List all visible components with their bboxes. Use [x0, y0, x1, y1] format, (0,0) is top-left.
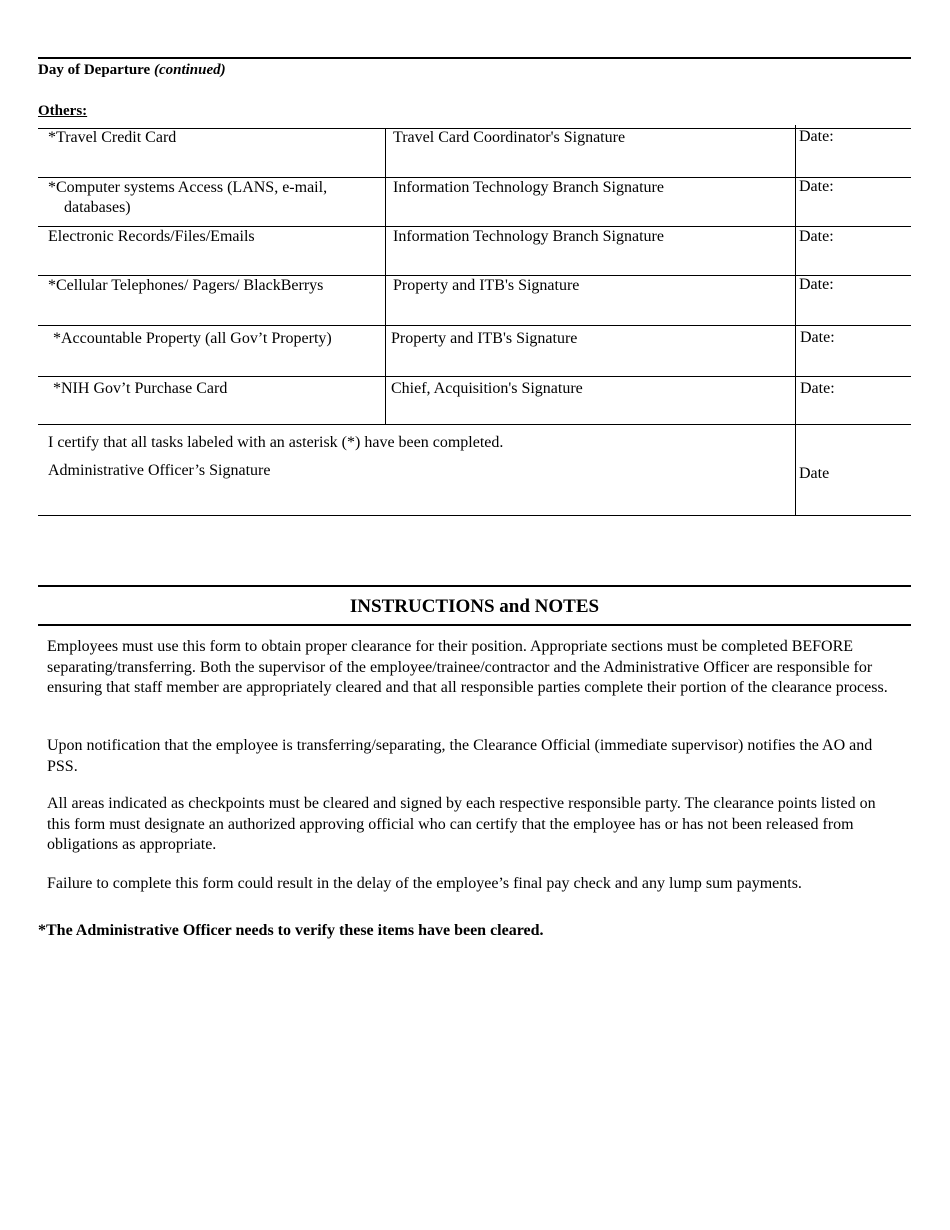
clearance-item: *Accountable Property (all Gov’t Property) [53, 330, 332, 347]
clearance-signature-label: Property and ITB's Signature [391, 330, 578, 347]
clearance-date-label: Date: [799, 178, 834, 195]
others-label: Others: [38, 103, 88, 119]
clearance-date-label: Date: [799, 128, 834, 145]
clearance-item-continued: databases) [64, 199, 131, 216]
clearance-date-label: Date: [799, 276, 834, 293]
clearance-item: *Travel Credit Card [48, 129, 177, 146]
notes-title: INSTRUCTIONS and NOTES [349, 596, 600, 617]
notes-top-rule [38, 585, 911, 587]
certification-date-label: Date [799, 465, 830, 482]
clearance-item: Electronic Records/Files/Emails [48, 228, 255, 245]
clearance-date-label: Date: [800, 329, 835, 346]
notes-title-rule [38, 624, 911, 626]
section-title: Day of Departure [38, 62, 151, 78]
notes-paragraph: Upon notification that the employee is transferring/separating, the Clearance Official (immediate supervisor) notifies the AO and PSS. [47, 737, 873, 775]
administrative-officer-footnote: *The Administrative Officer needs to verify these items have been cleared. [38, 922, 544, 939]
clearance-date-label: Date: [799, 228, 834, 245]
column-divider [385, 128, 386, 424]
administrative-officer-signature-label: Administrative Officer’s Signature [48, 462, 271, 479]
notes-paragraph: Employees must use this form to obtain proper clearance for their position. Appropriate sections must be completed BEFORE separating/transferring. Both the supervisor of the employee/trainee/contractor and the Administrative Officer are responsible for ensuring that staff member are appropriately cleared and that all responsible parties complete their portion of the clearance process. [47, 638, 888, 696]
clearance-item: *Computer systems Access (LANS, e-mail, [48, 179, 328, 196]
section-heading [38, 62, 226, 79]
clearance-signature-label: Information Technology Branch Signature [393, 179, 664, 196]
clearance-signature-label: Travel Card Coordinator's Signature [393, 129, 626, 146]
notes-paragraph: Failure to complete this form could result in the delay of the employee’s final pay check and any lump sum payments. [47, 875, 802, 892]
column-divider [795, 125, 796, 515]
clearance-item: *Cellular Telephones/ Pagers/ BlackBerrys [48, 277, 324, 294]
top-rule [38, 57, 911, 59]
clearance-item: *NIH Gov’t Purchase Card [53, 380, 228, 397]
notes-paragraph: All areas indicated as checkpoints must be cleared and signed by each respective responsible party. The clearance points listed on this form must designate an authorized approving official who can certify that the employee has or has not been released from obligations as appropriate. [47, 795, 876, 853]
clearance-date-label: Date: [800, 380, 835, 397]
table-line [38, 424, 911, 425]
clearance-signature-label: Chief, Acquisition's Signature [391, 380, 583, 397]
certification-statement: I certify that all tasks labeled with an asterisk (*) have been completed. [48, 434, 504, 451]
table-line [38, 376, 911, 377]
clearance-signature-label: Information Technology Branch Signature [393, 228, 664, 245]
section-title-suffix: (continued) [153, 62, 226, 78]
table-line [38, 515, 911, 516]
table-line [38, 325, 911, 326]
clearance-signature-label: Property and ITB's Signature [393, 277, 580, 294]
